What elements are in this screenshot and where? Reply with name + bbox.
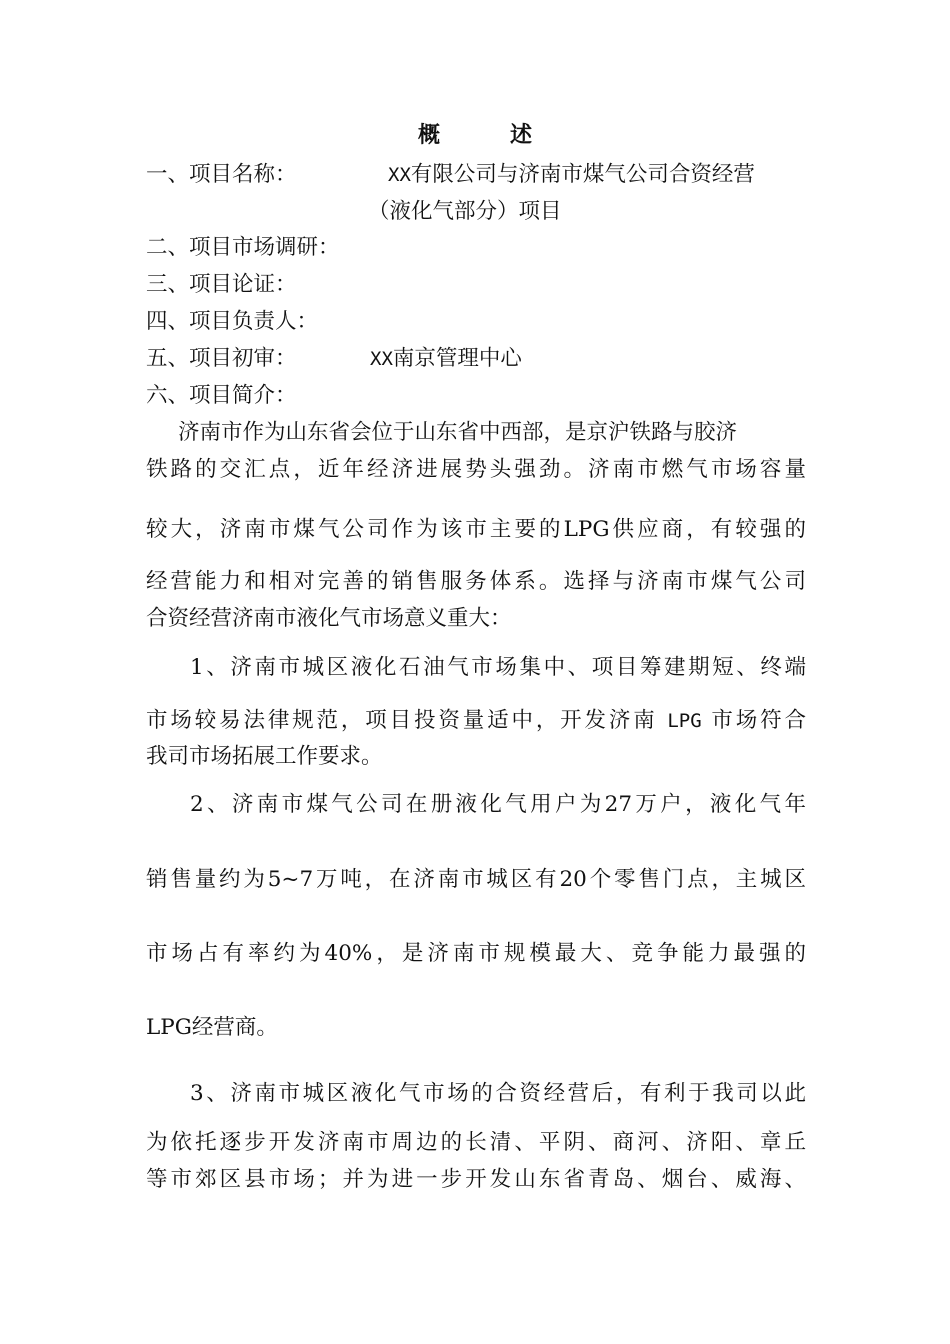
item-name-text: 有限公司与济南市煤气公司合资经营 (410, 162, 755, 187)
para4-line2: 为依托逐步开发济南市周边的长清、平阴、商河、济阳、章丘 (146, 1130, 806, 1155)
para2-line3: 我司市场拓展工作要求。 (146, 744, 383, 769)
page-title (0, 120, 950, 150)
para2-line2-a: 市场较易法律规范，项目投资量适中，开发济南 (146, 708, 658, 733)
para3-line3: 市场占有率约为40%，是济南市规模最大、竞争能力最强的 (146, 941, 806, 966)
item-owner-label: 四、项目负责人： (146, 309, 319, 334)
item-name-value-line2: （液化气部分）项目 (368, 199, 562, 224)
item-intro-label: 六、项目简介： (146, 383, 297, 408)
title-char-2: 述 (510, 122, 533, 148)
para1-line5: 合资经营济南市液化气市场意义重大： (146, 606, 512, 631)
para1-line4: 经营能力和相对完善的销售服务体系。选择与济南市煤气公司 (146, 569, 806, 594)
para1-line2: 铁路的交汇点，近年经济进展势头强劲。济南市燃气市场容量 (146, 457, 806, 482)
item-review-value (370, 344, 522, 374)
para2-line1: 1、济南市城区液化石油气市场集中、项目筹建期短、终端 (190, 655, 806, 680)
title-char-1: 概 (417, 122, 440, 148)
para2-line2-lpg: LPG (667, 710, 702, 732)
item-name-label: 一、项目名称： (146, 162, 297, 187)
para1-line1: 济南市作为山东省会位于山东省中西部，是京沪铁路与胶济 (178, 420, 738, 445)
item-proof-label: 三、项目论证： (146, 272, 297, 297)
para2-line2 (146, 706, 806, 736)
para2-line2-c: 市场符合 (711, 708, 806, 733)
para3-line1: 2、济南市煤气公司在册液化气用户为27万户，液化气年 (190, 792, 806, 817)
item-review-label: 五、项目初审： (146, 346, 297, 371)
para3-line4: LPG经营商。 (146, 1015, 278, 1040)
para1-line3: 较大，济南市煤气公司作为该市主要的LPG供应商，有较强的 (146, 517, 806, 542)
item-market-label: 二、项目市场调研： (146, 235, 340, 260)
para3-line2: 销售量约为5~7万吨，在济南市城区有20个零售门点，主城区 (146, 867, 806, 892)
item-review-text: 南京管理中心 (392, 346, 522, 371)
item-review-code: XX (370, 348, 393, 370)
item-name-value-line1 (388, 160, 755, 190)
para4-line3: 等市郊区县市场；并为进一步开发山东省青岛、烟台、威海、 (146, 1167, 806, 1192)
item-name-code: XX (388, 164, 411, 186)
para4-line1: 3、济南市城区液化气市场的合资经营后，有利于我司以此 (190, 1081, 806, 1106)
